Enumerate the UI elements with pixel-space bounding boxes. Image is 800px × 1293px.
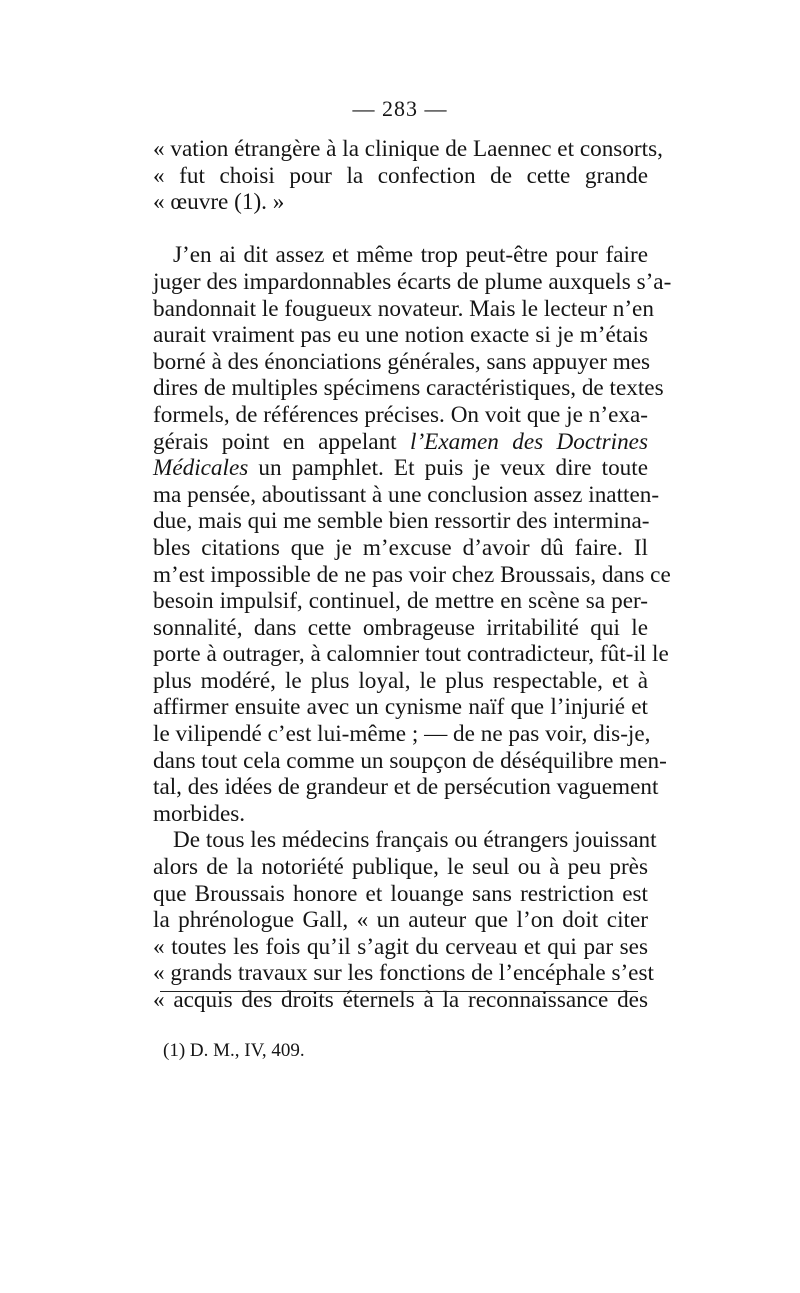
text-line: bles citations que je m’excuse d’avoir dû faire. Il	[153, 534, 648, 561]
page-number: — 283 —	[352, 96, 448, 121]
text-line: « vation étrangère à la clinique de Laennec et consorts,	[153, 136, 663, 162]
text-fragment: gérais point en appelant	[153, 428, 397, 455]
text-line-with-title	[153, 455, 648, 482]
text-line: m’est impossible de ne pas voir chez Broussais, dans ce	[153, 561, 671, 588]
text-line: « toutes les fois qu’il s’agit du cerveau et qui par ses	[153, 933, 648, 960]
text-line: « grands travaux sur les fonctions de l’encéphale s’est	[153, 960, 654, 987]
text-line: bandonnait le fougueux novateur. Mais le lecteur n’en	[153, 295, 654, 322]
text-line: « acquis des droits éternels à la reconnaissance des	[153, 987, 648, 1013]
book-title-italic: l’Examen des Doctrines	[410, 428, 648, 455]
text-line: plus modéré, le plus loyal, le plus respectable, et à	[153, 667, 648, 694]
text-line: porte à outrager, à calomnier tout contradicteur, fût-il le	[153, 641, 669, 668]
text-line: alors de la notoriété publique, le seul ou à peu près	[153, 854, 648, 881]
text-line: due, mais qui me semble bien ressortir des intermina-	[153, 508, 650, 535]
text-line: tal, des idées de grandeur et de persécution vaguement	[153, 774, 659, 801]
text-line: juger des impardonnables écarts de plume auxquels s’a-	[153, 268, 672, 295]
text-line: formels, de références précises. On voit que je n’exa-	[153, 401, 648, 428]
text-line: dans tout cela comme un soupçon de déséquilibre men-	[153, 747, 667, 774]
text-line: J’en ai dit assez et même trop peut-être pour faire	[173, 242, 648, 269]
text-line: borné à des énonciations générales, sans appuyer mes	[153, 348, 651, 375]
text-line: affirmer ensuite avec un cynisme naïf que l’injurié et	[153, 694, 648, 721]
text-line: besoin impulsif, continuel, de mettre en scène sa per-	[153, 588, 648, 615]
body-text	[153, 136, 672, 1014]
text-line: que Broussais honore et louange sans restriction est	[153, 880, 648, 907]
paragraph-gap	[153, 216, 648, 243]
text-line: « œuvre (1). »	[153, 189, 285, 216]
text-line: la phrénologue Gall, « un auteur que l’on doit citer	[153, 907, 648, 934]
text-line: sonnalité, dans cette ombrageuse irritabilité qui le	[153, 614, 648, 641]
text-line-with-title	[153, 429, 648, 456]
book-title-italic: Médicales	[153, 455, 249, 482]
footnote-divider	[160, 991, 638, 992]
text-line: dires de multiples spécimens caractéristiques, de textes	[153, 375, 664, 402]
text-line: ma pensée, aboutissant à une conclusion assez inatten-	[153, 481, 660, 508]
text-line: De tous les médecins français ou étrangers jouissant	[173, 827, 657, 854]
text-line: aurait vraiment pas eu une notion exacte si je m’étais	[153, 322, 648, 349]
text-line: morbides.	[153, 800, 246, 827]
text-fragment: un pamphlet. Et puis je veux dire toute	[258, 455, 649, 482]
footnote: (1) D. M., IV, 409.	[163, 1040, 305, 1061]
text-line: le vilipendé c’est lui-même ; — de ne pas voir, dis-je,	[153, 721, 651, 748]
text-line: « fut choisi pour la confection de cette grande	[153, 162, 648, 189]
